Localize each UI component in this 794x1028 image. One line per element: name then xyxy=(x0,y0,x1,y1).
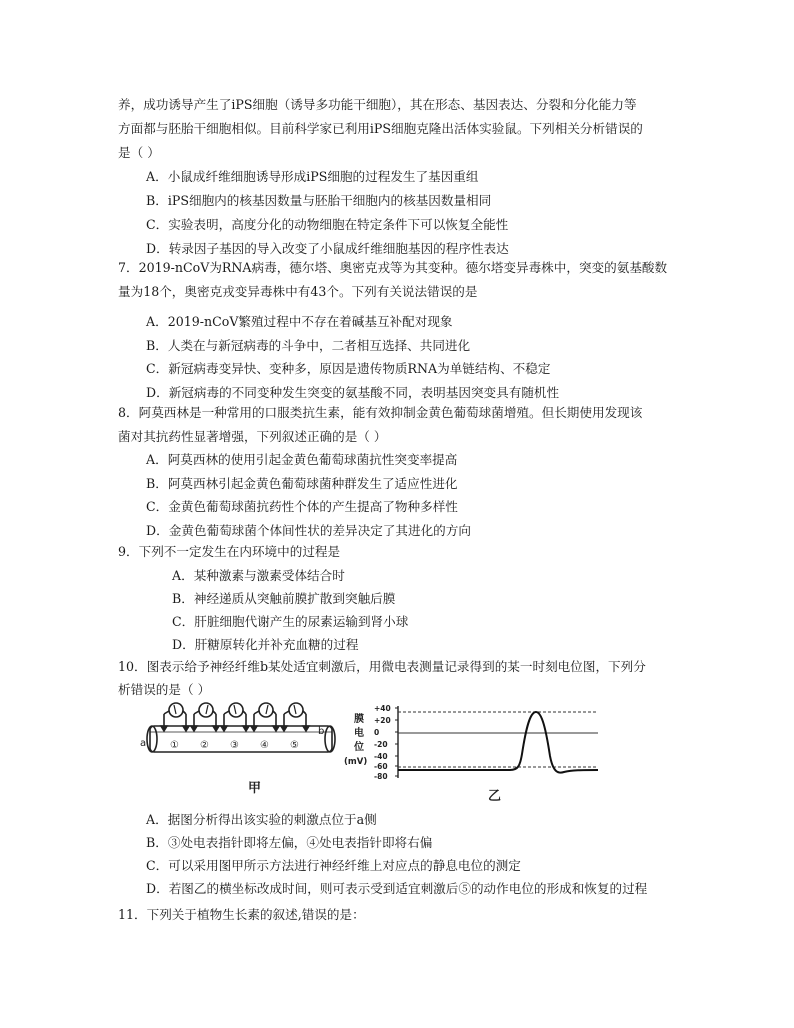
intro-option-a: A．小鼠成纤维细胞诱导形成iPS细胞的过程发生了基因重组 xyxy=(146,169,479,184)
point-labels xyxy=(170,740,299,751)
potential-curve xyxy=(398,712,598,773)
y-tick-label: -60 xyxy=(374,762,388,771)
y-tick-label: -40 xyxy=(374,752,388,761)
q10-option-c: C．可以采用图甲所示方法进行神经纤维上对应点的静息电位的测定 xyxy=(146,858,521,873)
ylabel-char-1: 膜 xyxy=(354,714,364,725)
ylabel-char-2: 电 xyxy=(354,728,364,739)
q9-stem: 9．下列不一定发生在内环境中的过程是 xyxy=(118,544,341,559)
intro-line-3: 是（ ） xyxy=(118,145,160,160)
end-b-label: b xyxy=(318,726,325,737)
q7-stem-1: 7．2019-nCoV为RNA病毒，德尔塔、奥密克戎等为其变种。德尔塔变异毒株中，突变的氨基酸数 xyxy=(118,260,668,275)
q8-option-d: D．金黄色葡萄球菌个体间性状的差异决定了其进化的方向 xyxy=(146,523,471,538)
q7-option-a: A．2019-nCoV繁殖过程中不存在着碱基互补配对现象 xyxy=(146,314,453,329)
q9-option-b: B．神经递质从突触前膜扩散到突触后膜 xyxy=(172,591,396,606)
y-tick-label: +40 xyxy=(374,704,391,713)
q10-option-a: A．据图分析得出该实验的刺激点位于a侧 xyxy=(146,812,377,827)
q8-option-a: A．阿莫西林的使用引起金黄色葡萄球菌抗性突变率提高 xyxy=(146,452,458,467)
q7-option-d: D．新冠病毒的不同变种发生突变的氨基酸不同，表明基因突变具有随机性 xyxy=(146,385,560,400)
intro-line-2: 方面都与胚胎干细胞相似。目前科学家已利用iPS细胞克隆出活体实验鼠。下列相关分析错误的 xyxy=(118,121,643,136)
y-tick-label: +20 xyxy=(374,716,391,725)
q9-option-d: D．肝糖原转化并补充血糖的过程 xyxy=(172,637,359,652)
q11-stem: 11．下列关于植物生长素的叙述,错误的是： xyxy=(118,907,365,922)
intro-option-b: B．iPS细胞内的核基因数量与胚胎干细胞内的核基因数量相同 xyxy=(146,193,492,208)
fiber-end-b xyxy=(325,726,335,752)
y-ticks xyxy=(374,704,398,781)
ylabel-char-3: 位 xyxy=(354,742,364,753)
q8-stem-2: 菌对其抗药性显著增强，下列叙述正确的是（ ） xyxy=(118,429,387,444)
figure-yi-label: 乙 xyxy=(488,789,502,804)
q10-figure xyxy=(140,700,620,806)
figure-jia-label: 甲 xyxy=(248,781,262,796)
point-label: ③ xyxy=(230,740,239,751)
q10-stem-1: 10．图表示给予神经纤维b某处适宜刺激后，用微电表测量记录得到的某一时刻电位图，下列分 xyxy=(118,659,646,674)
figure-yi xyxy=(344,704,598,781)
q9-option-a: A．某种激素与激素受体结合时 xyxy=(172,568,345,583)
ylabel-unit: (mV) xyxy=(344,757,368,767)
end-a-label: a xyxy=(140,738,147,749)
y-tick-label: 0 xyxy=(374,728,380,737)
point-label: ② xyxy=(200,740,209,751)
intro-option-c: C．实验表明，高度分化的动物细胞在特定条件下可以恢复全能性 xyxy=(146,217,509,232)
q10-option-d: D．若图乙的横坐标改成时间，则可表示受到适宜刺激后⑤的动作电位的形成和恢复的过程 xyxy=(146,881,648,896)
point-label: ④ xyxy=(260,740,269,751)
y-tick-label: -80 xyxy=(374,772,388,781)
q10-option-b: B．③处电表指针即将左偏，④处电表指针即将右偏 xyxy=(146,835,433,850)
y-tick-label: -20 xyxy=(374,740,388,749)
fiber-end-a xyxy=(147,726,157,752)
intro-option-d: D．转录因子基因的导入改变了小鼠成纤维细胞基因的程序性表达 xyxy=(146,241,509,256)
point-label: ① xyxy=(170,740,179,751)
q9-option-c: C．肝脏细胞代谢产生的尿素运输到肾小球 xyxy=(172,614,409,629)
q7-option-c: C．新冠病毒变异快、变种多，原因是遗传物质RNA为单链结构、不稳定 xyxy=(146,361,551,376)
q7-stem-2: 量为18个，奥密克戎变异毒株中有43个。下列有关说法错误的是 xyxy=(118,284,478,299)
intro-line-1: 养，成功诱导产生了iPS细胞（诱导多功能干细胞），其在形态、基因表达、分裂和分化能力等 xyxy=(118,97,637,112)
q10-stem-2: 析错误的是（ ） xyxy=(118,682,211,697)
q8-option-b: B．阿莫西林引起金黄色葡萄球菌种群发生了适应性进化 xyxy=(146,476,458,491)
point-label: ⑤ xyxy=(290,740,299,751)
q8-stem-1: 8．阿莫西林是一种常用的口服类抗生素，能有效抑制金黄色葡萄球菌增殖。但长期使用发现该 xyxy=(118,405,643,420)
q8-option-c: C．金黄色葡萄球菌抗药性个体的产生提高了物种多样性 xyxy=(146,499,458,514)
q7-option-b: B．人类在与新冠病毒的斗争中，二者相互选择、共同进化 xyxy=(146,338,471,353)
